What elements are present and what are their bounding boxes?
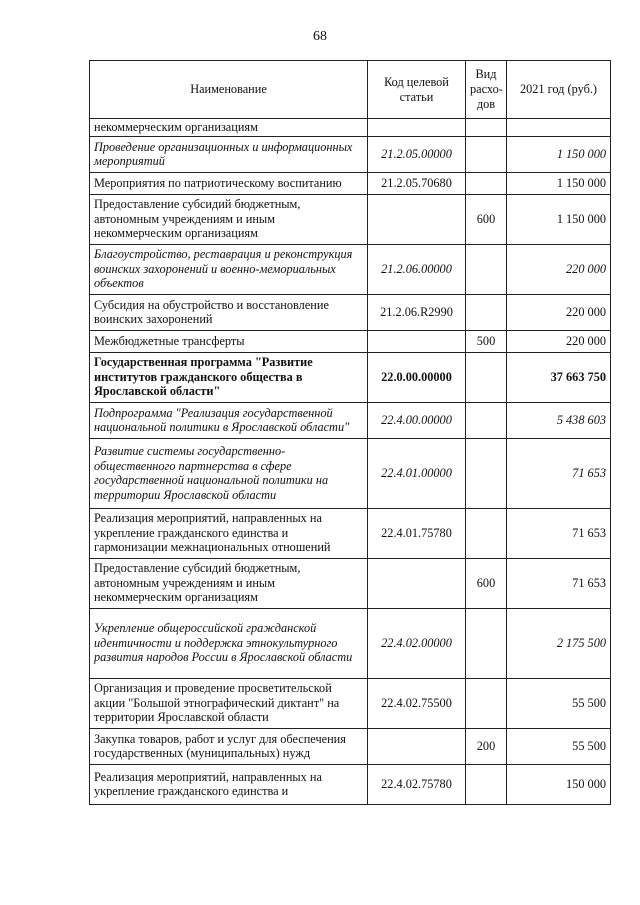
cell-vid bbox=[466, 508, 507, 558]
cell-code: 22.4.01.00000 bbox=[368, 438, 466, 508]
budget-table bbox=[89, 60, 611, 805]
cell-name: Проведение организационных и информационных мероприятий bbox=[90, 136, 368, 172]
cell-sum: 2 175 500 bbox=[507, 608, 611, 678]
cell-name: Благоустройство, реставрация и реконструкция воинских захоронений и военно-мемориальных объектов bbox=[90, 244, 368, 294]
cell-code bbox=[368, 330, 466, 352]
cell-sum: 71 653 bbox=[507, 558, 611, 608]
cell-vid bbox=[466, 172, 507, 194]
cell-name: Предоставление субсидий бюджетным, автономным учреждениям и иным некоммерческим организациям bbox=[90, 558, 368, 608]
table-row bbox=[90, 438, 611, 508]
cell-sum: 5 438 603 bbox=[507, 402, 611, 438]
cell-name: Мероприятия по патриотическому воспитанию bbox=[90, 172, 368, 194]
cell-name: Предоставление субсидий бюджетным, автономным учреждениям и иным некоммерческим организациям bbox=[90, 194, 368, 244]
table-row bbox=[90, 244, 611, 294]
table-row bbox=[90, 330, 611, 352]
cell-name: Межбюджетные трансферты bbox=[90, 330, 368, 352]
cell-sum: 71 653 bbox=[507, 508, 611, 558]
header-name: Наименование bbox=[90, 61, 368, 119]
table-row bbox=[90, 352, 611, 402]
table-row bbox=[90, 294, 611, 330]
cell-code: 22.4.02.75780 bbox=[368, 764, 466, 804]
header-code: Код целевой статьи bbox=[368, 61, 466, 119]
cell-sum bbox=[507, 119, 611, 137]
page-number: 68 bbox=[313, 29, 327, 44]
cell-code: 22.0.00.00000 bbox=[368, 352, 466, 402]
cell-sum: 220 000 bbox=[507, 330, 611, 352]
cell-vid: 200 bbox=[466, 728, 507, 764]
header-sum: 2021 год (руб.) bbox=[507, 61, 611, 119]
cell-sum: 71 653 bbox=[507, 438, 611, 508]
cell-name: Подпрограмма "Реализация государственной национальной политики в Ярославской области" bbox=[90, 402, 368, 438]
cell-code: 21.2.05.70680 bbox=[368, 172, 466, 194]
cell-vid bbox=[466, 402, 507, 438]
cell-sum: 55 500 bbox=[507, 678, 611, 728]
cell-name: Государственная программа "Развитие институтов гражданского общества в Ярославской области" bbox=[90, 352, 368, 402]
table-body bbox=[90, 119, 611, 805]
cell-vid: 600 bbox=[466, 194, 507, 244]
table-row bbox=[90, 764, 611, 804]
cell-name: некоммерческим организациям bbox=[90, 119, 368, 137]
cell-sum: 55 500 bbox=[507, 728, 611, 764]
cell-code bbox=[368, 194, 466, 244]
cell-sum: 1 150 000 bbox=[507, 194, 611, 244]
cell-name: Реализация мероприятий, направленных на укрепление гражданского единства и bbox=[90, 764, 368, 804]
cell-vid bbox=[466, 608, 507, 678]
cell-vid bbox=[466, 244, 507, 294]
cell-vid bbox=[466, 294, 507, 330]
table-row bbox=[90, 194, 611, 244]
table-row bbox=[90, 608, 611, 678]
cell-code: 22.4.02.00000 bbox=[368, 608, 466, 678]
table-row bbox=[90, 402, 611, 438]
cell-code: 22.4.00.00000 bbox=[368, 402, 466, 438]
cell-code: 22.4.02.75500 bbox=[368, 678, 466, 728]
cell-vid bbox=[466, 764, 507, 804]
header-vid: Вид расхо-дов bbox=[466, 61, 507, 119]
cell-code: 21.2.06.R2990 bbox=[368, 294, 466, 330]
cell-vid bbox=[466, 678, 507, 728]
cell-code bbox=[368, 558, 466, 608]
table-row bbox=[90, 172, 611, 194]
cell-sum: 220 000 bbox=[507, 294, 611, 330]
cell-name: Реализация мероприятий, направленных на укрепление гражданского единства и гармонизации межнациональных отношений bbox=[90, 508, 368, 558]
table-row bbox=[90, 508, 611, 558]
table-row bbox=[90, 119, 611, 137]
cell-name: Закупка товаров, работ и услуг для обеспечения государственных (муниципальных) нужд bbox=[90, 728, 368, 764]
cell-vid bbox=[466, 136, 507, 172]
cell-name: Субсидия на обустройство и восстановление воинских захоронений bbox=[90, 294, 368, 330]
cell-vid bbox=[466, 438, 507, 508]
cell-name: Организация и проведение просветительской акции "Большой этнографический диктант" на территории Ярославской области bbox=[90, 678, 368, 728]
cell-code: 21.2.05.00000 bbox=[368, 136, 466, 172]
cell-vid: 500 bbox=[466, 330, 507, 352]
cell-name: Развитие системы государственно-общественного партнерства в сфере государственной национальной политики на территории Ярославской области bbox=[90, 438, 368, 508]
cell-sum: 220 000 bbox=[507, 244, 611, 294]
cell-sum: 1 150 000 bbox=[507, 136, 611, 172]
cell-name: Укрепление общероссийской гражданской идентичности и поддержка этнокультурного развития народов России в Ярославской области bbox=[90, 608, 368, 678]
cell-code: 21.2.06.00000 bbox=[368, 244, 466, 294]
cell-sum: 150 000 bbox=[507, 764, 611, 804]
table-header-row bbox=[90, 61, 611, 119]
table-row bbox=[90, 728, 611, 764]
cell-sum: 37 663 750 bbox=[507, 352, 611, 402]
cell-code bbox=[368, 728, 466, 764]
cell-sum: 1 150 000 bbox=[507, 172, 611, 194]
cell-code: 22.4.01.75780 bbox=[368, 508, 466, 558]
cell-vid: 600 bbox=[466, 558, 507, 608]
table-row bbox=[90, 136, 611, 172]
cell-code bbox=[368, 119, 466, 137]
table-row bbox=[90, 558, 611, 608]
table-row bbox=[90, 678, 611, 728]
cell-vid bbox=[466, 119, 507, 137]
cell-vid bbox=[466, 352, 507, 402]
